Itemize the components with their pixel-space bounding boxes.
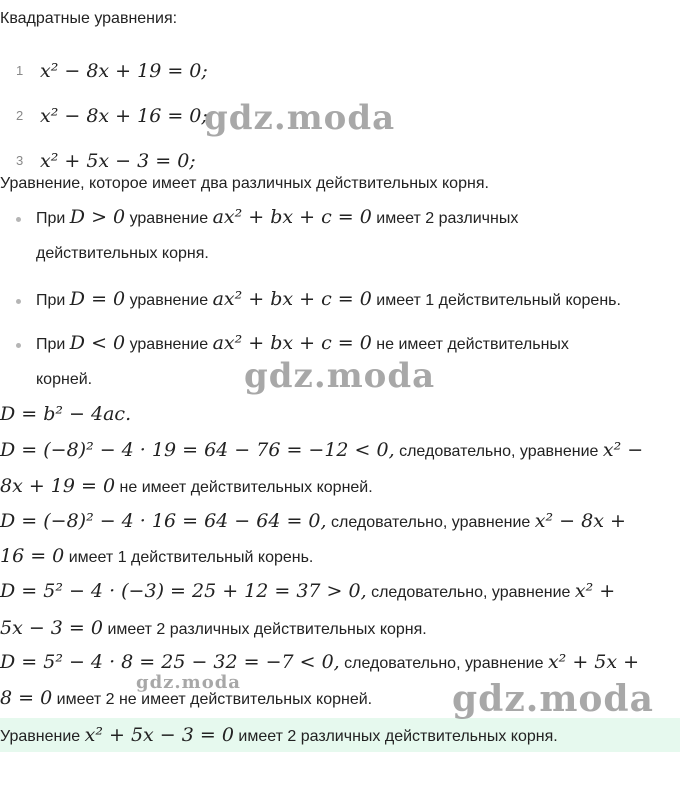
answer-box [0, 718, 680, 752]
solution-word: следовательно, уравнение [344, 655, 544, 672]
rule-expression: ax² + bx + c = 0 [212, 288, 372, 310]
discriminant-formula: D = b² − 4ac. [0, 403, 132, 425]
rule-continuation: действительных корня. [36, 245, 209, 262]
solution-calc: D = 5² − 4 · (−3) = 25 + 12 = 37 > 0, [0, 580, 367, 602]
rule-lead: При [36, 336, 66, 353]
solution-line [0, 617, 427, 641]
watermark-logo: gdz.moda [244, 356, 436, 396]
rule-tail: имеет 2 различных [376, 210, 519, 227]
list-item [0, 60, 680, 82]
solution-result: имеет 1 действительный корень. [68, 549, 314, 566]
solution-calc: D = (−8)² − 4 · 19 = 64 − 76 = −12 < 0, [0, 439, 395, 461]
rule-lead: При [36, 210, 66, 227]
solution-equation: 8 = 0 [0, 687, 53, 709]
solution-equation: x² − [602, 439, 644, 461]
solution-equation: x² − 8x + [534, 510, 626, 532]
answer-expression: x² + 5x − 3 = 0 [84, 724, 234, 746]
solution-line [0, 580, 615, 604]
rule-expression: ax² + bx + c = 0 [212, 332, 372, 354]
rule-mid: уравнение [129, 210, 209, 227]
list-number: 1 [16, 63, 24, 78]
solution-line [0, 475, 373, 499]
solution-calc: D = (−8)² − 4 · 16 = 64 − 64 = 0, [0, 510, 327, 532]
solution-equation: 5x − 3 = 0 [0, 617, 103, 639]
equation: x² − 8x + 19 = 0; [40, 60, 208, 82]
rule-condition: D < 0 [69, 332, 126, 354]
list-number: 3 [16, 153, 24, 168]
solution-word: следовательно, уравнение [371, 584, 571, 601]
solution-line [0, 651, 639, 675]
rule-condition: D > 0 [69, 206, 126, 228]
rule-continuation: корней. [36, 371, 93, 388]
solution-word: следовательно, уравнение [399, 443, 599, 460]
intro-text: Уравнение, которое имеет два различных действительных корня. [0, 175, 489, 192]
solution-equation: x² + 5x + [547, 651, 640, 673]
answer-tail: имеет 2 различных действительных корня. [238, 728, 558, 745]
rule-mid: уравнение [129, 292, 209, 309]
rule-item [36, 288, 621, 312]
rule-condition: D = 0 [69, 288, 126, 310]
rule-expression: ax² + bx + c = 0 [212, 206, 372, 228]
bullet-icon [16, 343, 21, 348]
watermark-logo: gdz.moda [136, 672, 241, 693]
equation: x² + 5x − 3 = 0; [40, 150, 196, 172]
bullet-icon [16, 299, 21, 304]
bullet-icon [16, 217, 21, 222]
solution-equation: 8x + 19 = 0 [0, 475, 116, 497]
solution-result: имеет 2 не имеет действительных корней. [56, 691, 373, 708]
rule-lead: При [36, 292, 66, 309]
rule-item [36, 332, 569, 356]
solution-result: не имеет действительных корней. [119, 479, 373, 496]
equation: x² − 8x + 16 = 0; [40, 105, 208, 127]
rule-tail: не имеет действительных [376, 336, 569, 353]
rule-mid: уравнение [129, 336, 209, 353]
solution-line [0, 439, 643, 463]
answer-lead: Уравнение [0, 728, 81, 745]
solution-result: имеет 2 различных действительных корня. [107, 621, 427, 638]
watermark-logo: gdz.moda [452, 678, 654, 720]
solution-word: следовательно, уравнение [331, 514, 531, 531]
rule-item [36, 206, 518, 230]
page-title: Квадратные уравнения: [0, 10, 178, 27]
solution-equation: x² + [574, 580, 616, 602]
list-item [0, 150, 680, 172]
solution-line [0, 545, 313, 569]
solution-line [0, 510, 626, 534]
watermark-logo: gdz.moda [204, 98, 396, 138]
rule-tail: имеет 1 действительный корень. [376, 292, 621, 309]
solution-calc: D = 5² − 4 · 8 = 25 − 32 = −7 < 0, [0, 651, 340, 673]
solution-equation: 16 = 0 [0, 545, 65, 567]
list-number: 2 [16, 108, 24, 123]
